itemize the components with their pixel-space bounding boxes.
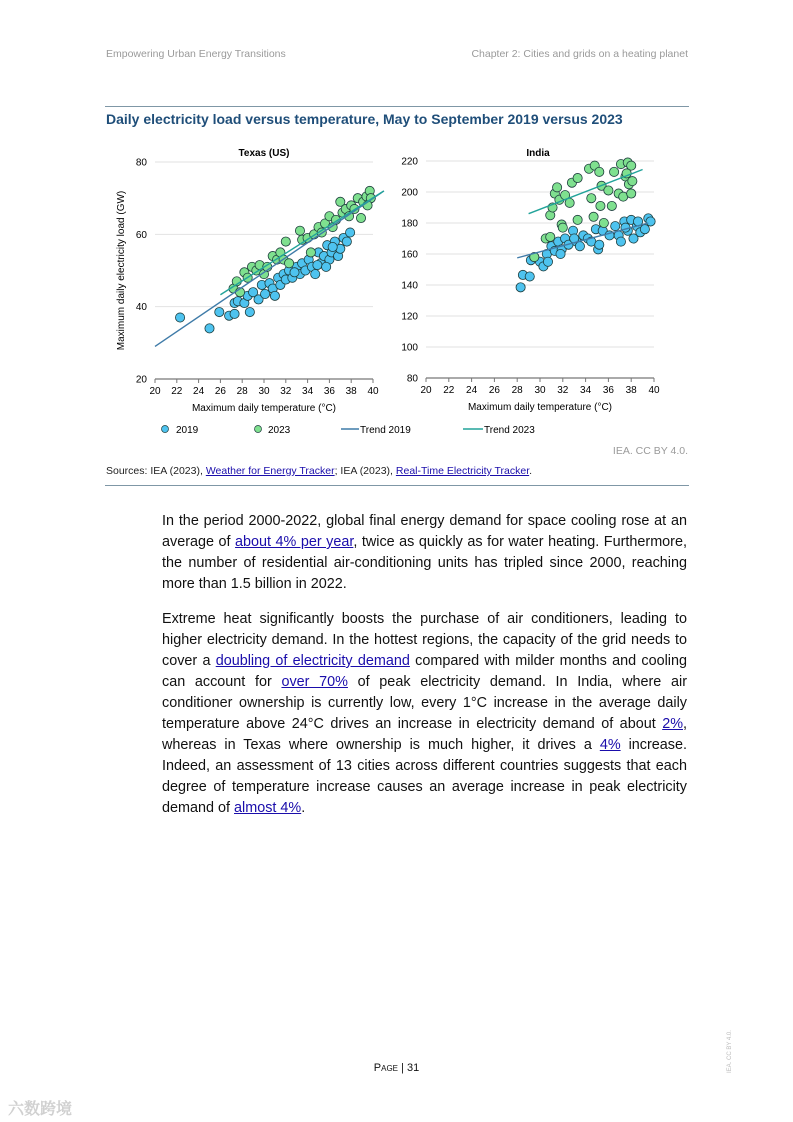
data-point-2023 [558,223,567,232]
running-header-right: Chapter 2: Cities and grids on a heating planet [471,48,688,60]
text: increase. Indeed, an assessment of 13 cities across different countries suggests that each degree of temperature increase causes an average increase in peak electricity demand of [162,737,687,816]
x-tick-label: 34 [580,385,592,396]
data-point-2019 [313,260,322,269]
y-axis-label: Maximum daily electricity load (GW) [116,190,127,351]
x-tick-label: 24 [466,385,478,396]
legend-2023-marker [255,426,262,433]
legend-2023-label: 2023 [268,425,291,436]
data-point-2023 [628,177,637,186]
legend-trend-2019-label: Trend 2019 [360,425,411,436]
data-point-2019 [556,249,565,258]
data-point-2019 [230,309,239,318]
data-point-2023 [627,189,636,198]
chart-title: Texas (US) [238,148,290,159]
data-point-2019 [328,242,337,251]
data-point-2023 [356,213,365,222]
x-tick-label: 20 [420,385,432,396]
watermark-logo: 六数跨境 [8,1101,73,1118]
y-tick-label: 60 [135,229,147,241]
trend-line-trend-2019 [155,191,384,347]
data-point-2019 [290,268,299,277]
x-tick-label: 38 [345,386,357,397]
data-point-2023 [596,201,605,210]
figure-credit: IEA. CC BY 4.0. [612,445,688,457]
data-point-2023 [587,194,596,203]
data-point-2023 [589,212,598,221]
x-tick-label: 20 [149,386,161,397]
data-point-2023 [553,183,562,192]
data-point-2019 [270,291,279,300]
data-point-2019 [342,237,351,246]
x-tick-label: 40 [367,386,379,397]
text: compared with milder months and cooling can account for [162,653,687,690]
data-point-2023 [604,186,613,195]
data-point-2019 [646,217,655,226]
data-point-2023 [284,259,293,268]
data-point-2023 [306,248,315,257]
y-tick-label: 120 [401,311,418,323]
data-point-2019 [311,270,320,279]
data-point-2023 [607,201,616,210]
two-percent-link[interactable]: 2% [662,716,683,732]
x-axis-label: Maximum daily temperature (°C) [191,403,337,414]
data-point-2019 [595,240,604,249]
almost-4-percent-link[interactable]: almost 4% [234,800,302,816]
text: In the period 2000-2022, global final energy demand for space cooling rose at an average of [162,513,687,550]
about-4-percent-link[interactable]: about 4% per year [235,534,354,550]
sources-mid: ; IEA (2023), [334,465,396,477]
legend-2019-marker [162,426,169,433]
page-number: 31 [406,1062,420,1074]
y-tick-label: 40 [135,302,147,314]
y-tick-label: 160 [401,249,418,261]
y-tick-label: 100 [401,342,418,354]
figure-charts [0,0,793,445]
y-tick-label: 80 [135,157,147,169]
x-tick-label: 36 [323,386,335,397]
x-tick-label: 22 [443,385,455,396]
sources-prefix: Sources: IEA (2023), [106,465,206,477]
data-point-2019 [525,272,534,281]
side-license-note: IEA. CC BY 4.0. [727,1030,733,1073]
legend-trend-2023-label: Trend 2023 [484,425,535,436]
x-tick-label: 30 [258,386,270,397]
figure-sources [106,465,532,477]
data-point-2023 [295,226,304,235]
legend-2019-label: 2019 [176,425,199,436]
x-tick-label: 26 [214,386,226,397]
x-tick-label: 22 [171,386,183,397]
data-point-2019 [640,225,649,234]
y-tick-label: 200 [401,187,418,199]
data-point-2023 [546,232,555,241]
running-header-left: Empowering Urban Energy Transitions [106,48,286,60]
paragraph-2 [162,609,687,819]
x-tick-label: 32 [280,386,292,397]
figure-title: Daily electricity load versus temperature, May to September 2019 versus 2023 [106,111,623,127]
four-percent-link[interactable]: 4% [599,737,621,753]
data-point-2019 [516,283,525,292]
data-point-2019 [245,307,254,316]
data-point-2019 [346,228,355,237]
data-point-2023 [595,167,604,176]
page-separator: | [398,1062,407,1074]
x-tick-label: 30 [534,385,546,396]
body-text [162,511,687,833]
data-point-2019 [175,313,184,322]
y-tick-label: 140 [401,280,418,292]
doubling-demand-link[interactable]: doubling of electricity demand [215,653,410,669]
data-point-2019 [575,242,584,251]
x-tick-label: 34 [302,386,314,397]
figure-bottom-rule [105,485,689,486]
data-point-2023 [281,237,290,246]
x-tick-label: 38 [625,385,637,396]
text: . [301,800,306,816]
data-point-2019 [543,257,552,266]
data-point-2023 [573,215,582,224]
data-point-2019 [205,324,214,333]
data-point-2019 [611,222,620,231]
x-axis-label: Maximum daily temperature (°C) [467,402,613,413]
text: , whereas in Texas where ownership is much higher, it drives a [162,716,687,753]
text: , twice as quickly as for water heating. Furthermore, the number of residential air-conditioning units has tripled since 2000, reaching more than 1.5 billion in 2022. [162,534,687,592]
data-point-2019 [616,237,625,246]
electricity-tracker-link[interactable]: Real-Time Electricity Tracker [395,465,530,477]
data-point-2019 [215,307,224,316]
data-point-2019 [322,262,331,271]
paragraph-1 [162,511,687,595]
x-tick-label: 26 [488,385,500,396]
x-tick-label: 28 [236,386,248,397]
trend-line-trend-2019 [517,223,648,258]
page-footer [0,1062,793,1074]
data-point-2023 [599,218,608,227]
trend-line-trend-2023 [220,191,384,295]
x-tick-label: 32 [557,385,569,396]
data-point-2023 [573,173,582,182]
over-70-link[interactable]: over 70% [281,674,348,690]
y-tick-label: 80 [406,373,418,385]
y-tick-label: 180 [401,218,418,230]
text: of peak electricity demand. In India, where air conditioner ownership is currently low, every 1°C increase in the average daily temperature above 24°C drives an increase in electricity demand of about [162,674,687,732]
page-label: Page [373,1062,398,1074]
weather-tracker-link[interactable]: Weather for Energy Tracker [205,465,335,477]
chart-title: India [526,148,550,159]
y-tick-label: 20 [135,374,147,386]
x-tick-label: 36 [602,385,614,396]
text: Extreme heat significantly boosts the purchase of air conditioners, leading to higher electricity demand. In the hottest regions, the capacity of the grid needs to cover a [162,611,687,669]
data-point-2023 [610,167,619,176]
sources-suffix: . [529,465,533,477]
y-tick-label: 220 [401,156,418,168]
x-tick-label: 40 [648,385,660,396]
x-tick-label: 24 [193,386,205,397]
x-tick-label: 28 [511,385,523,396]
